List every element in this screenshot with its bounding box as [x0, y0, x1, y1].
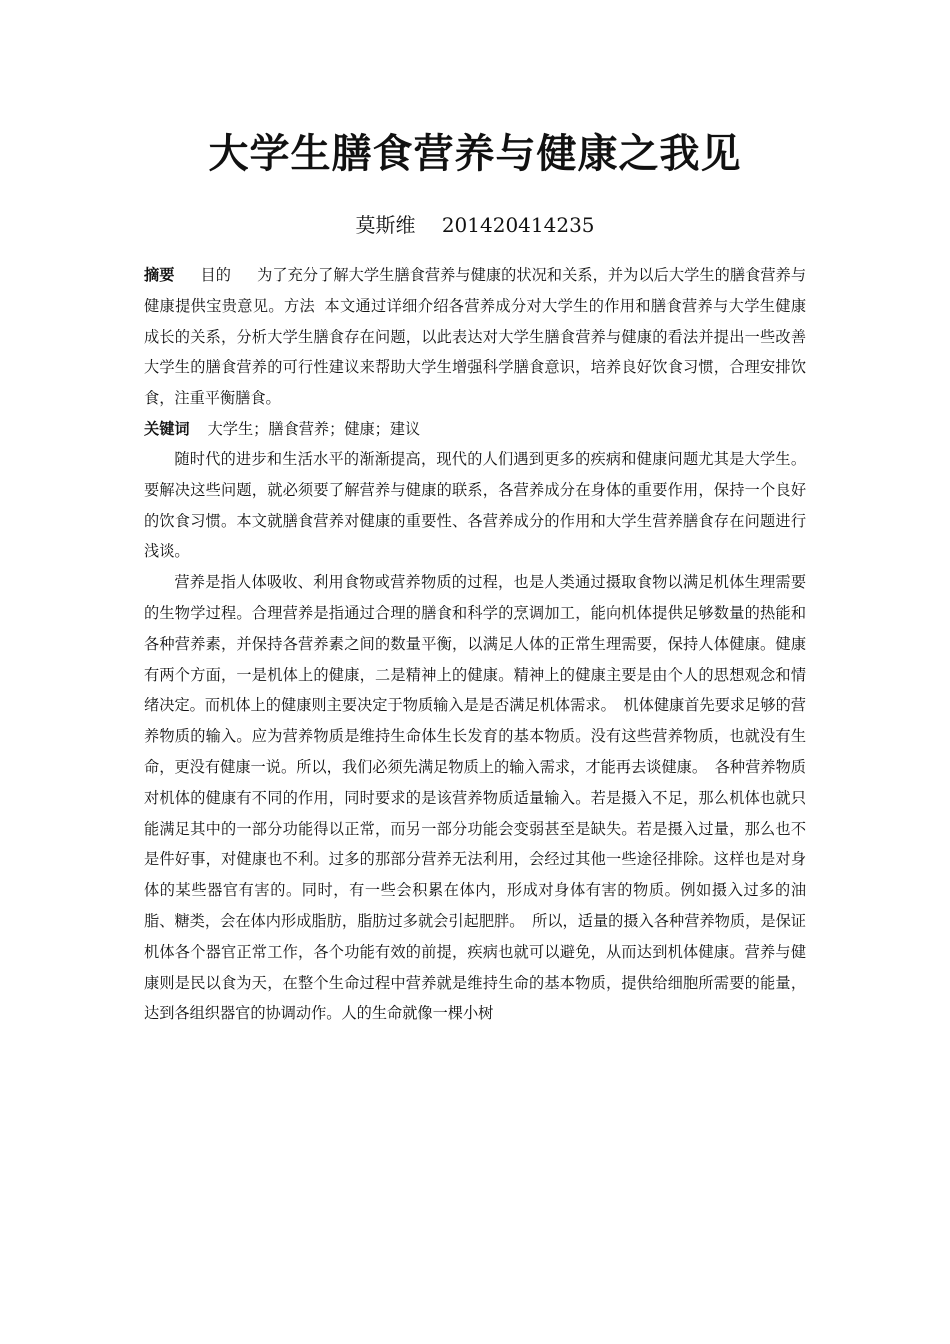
- keywords-text: 大学生；膳食营养；健康；建议: [207, 419, 421, 438]
- body-paragraph-2: 营养是指人体吸收、利用食物或营养物质的过程，也是人类通过摄取食物以满足机体生理需要的生物学过程。合理营养是指通过合理的膳食和科学的烹调加工，能向机体提供足够数量的热能和各种营养素，并保持各营养素之间的数量平衡，以满足人体的正常生理需要，保持人体健康。健康有两个方面，一是机体上的健康，二是精神上的健康。精神上的健康主要是由个人的思想观念和情绪决定。而机体上的健康则主要决定于物质输入是是否满足机体需求。 机体健康首先要求足够的营养物质的输入。应为营养物质是维持生命体生长发育的基本物质。没有这些营养物质，也就没有生命，更没有健康一说。所以，我们必须先满足物质上的输入需求，才能再去谈健康。 各种营养物质对机体的健康有不同的作用，同时要求的是该营养物质适量输入。若是摄入不足，那么机体也就只能满足其中的一部分功能得以正常，而另一部分功能会变弱甚至是缺失。若是摄入过量，那么也不是件好事，对健康也不利。过多的那部分营养无法利用，会经过其他一些途径排除。这样也是对身体的某些器官有害的。同时，有一些会积累在体内，形成对身体有害的物质。例如摄入过多的油脂、糖类，会在体内形成脂肪，脂肪过多就会引起肥胖。 所以，适量的摄入各种营养物质，是保证机体各个器官正常工作，各个功能有效的前提，疾病也就可以避免，从而达到机体健康。营养与健康则是民以食为天，在整个生命过程中营养就是维持生命的基本物质，提供给细胞所需要的能量，达到各组织器官的协调动作。人的生命就像一棵小树: [144, 573, 806, 1023]
- document-title: 大学生膳食营养与健康之我见: [208, 130, 742, 177]
- abstract-purpose-text: 为了充分了解大学生膳食营养与健康的状况和关系，并为以后大学生的膳食营养与健康提供宝贵意见。: [144, 266, 807, 315]
- abstract-purpose-label: 目的: [200, 266, 232, 284]
- abstract-label: 摘要: [144, 266, 175, 284]
- keywords: [144, 414, 806, 444]
- keywords-label: 关键词: [144, 419, 190, 438]
- abstract-method-text: 本文通过详细介绍各营养成分对大学生的作用和膳食营养与大学生健康成长的关系，分析大学生膳食存在问题，以此表达对大学生膳食营养与健康的看法并提出一些改善大学生的膳食营养的可行性建议来帮助大学生增强科学膳食意识，培养良好饮食习惯，合理安排饮食，注重平衡膳食。: [144, 296, 807, 408]
- abstract-method-label: 方法: [283, 296, 316, 315]
- abstract: [144, 260, 806, 414]
- body-paragraph-1: 随时代的进步和生活水平的渐渐提高，现代的人们遇到更多的疾病和健康问题尤其是大学生。要解决这些问题，就必须要了解营养与健康的联系，各营养成分在身体的重要作用，保持一个良好的饮食习惯。本文就膳食营养对健康的重要性、各营养成分的作用和大学生营养膳食存在问题进行浅谈。: [144, 449, 806, 561]
- document-body: [144, 260, 806, 1029]
- author-line: 莫斯维 201420414235: [355, 213, 595, 237]
